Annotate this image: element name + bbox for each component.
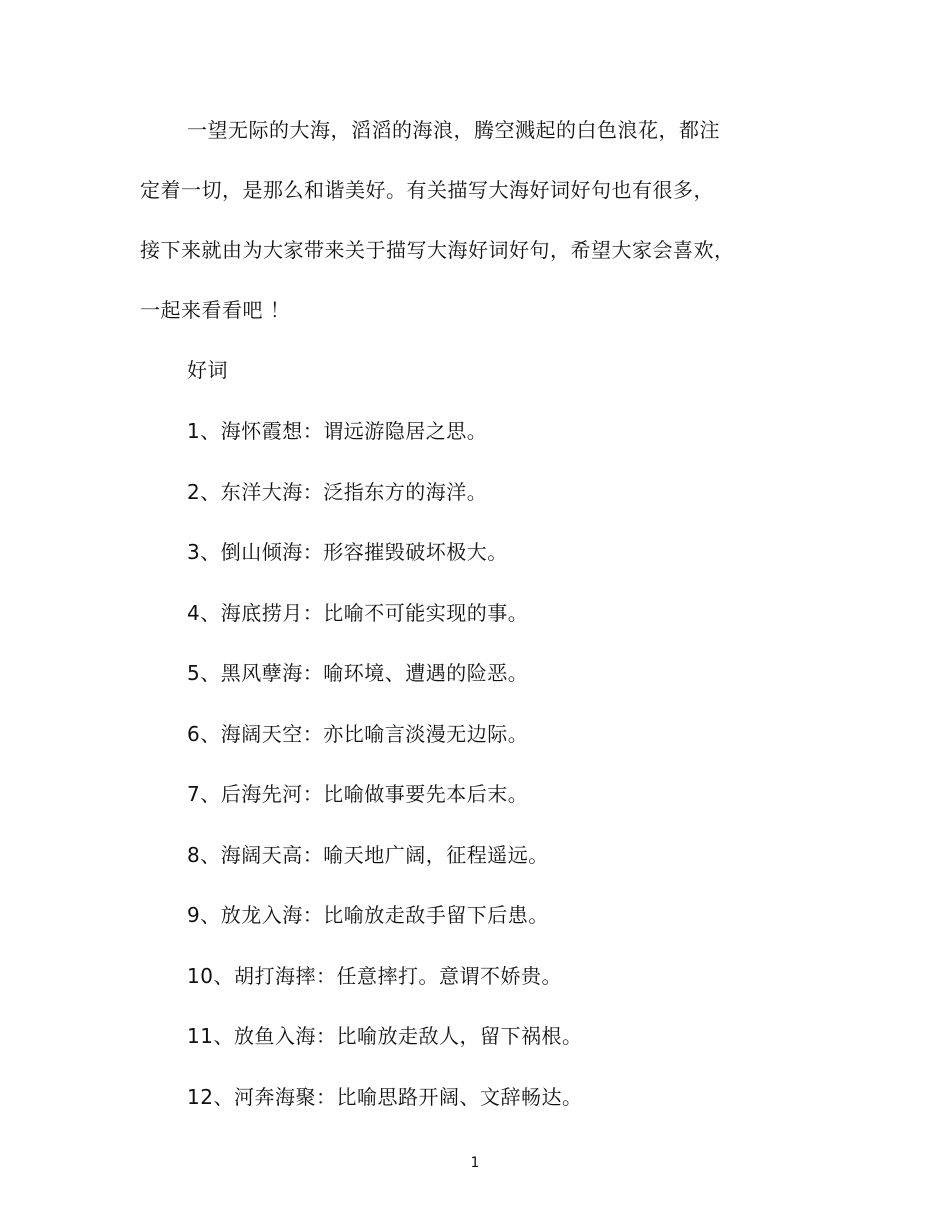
page-number: 1 <box>470 1155 480 1171</box>
intro-line: 接下来就由为大家带来关于描写大海好词好句，希望大家会喜欢， <box>140 238 735 262</box>
list-item: 11、放鱼入海：比喻放走敌人，留下祸根。 <box>187 1024 583 1048</box>
list-item: 5、黑风孽海：喻环境、遭遇的险恶。 <box>187 661 529 685</box>
list-item: 4、海底捞月：比喻不可能实现的事。 <box>187 601 529 625</box>
list-item: 6、海阔天空：亦比喻言淡漫无边际。 <box>187 722 529 746</box>
list-item: 12、河奔海聚：比喻思路开阔、文辞畅达。 <box>187 1085 583 1109</box>
list-item: 1、海怀霞想：谓远游隐居之思。 <box>187 419 488 443</box>
intro-line: 一望无际的大海，滔滔的海浪，腾空溅起的白色浪花，都注 <box>187 118 720 142</box>
list-item: 7、后海先河：比喻做事要先本后末。 <box>187 782 529 806</box>
list-item: 10、胡打海摔：任意摔打。意谓不娇贵。 <box>187 964 562 988</box>
list-item: 3、倒山倾海：形容摧毁破坏极大。 <box>187 540 508 564</box>
section-heading: 好词 <box>187 358 228 382</box>
list-item: 8、海阔天高：喻天地广阔，征程遥远。 <box>187 843 549 867</box>
list-item: 2、东洋大海：泛指东方的海洋。 <box>187 480 488 504</box>
intro-line: 定着一切，是那么和谐美好。有关描写大海好词好句也有很多， <box>140 178 714 202</box>
list-item: 9、放龙入海：比喻放走敌手留下后患。 <box>187 903 549 927</box>
intro-line: 一起来看看吧 ！ <box>140 298 291 322</box>
